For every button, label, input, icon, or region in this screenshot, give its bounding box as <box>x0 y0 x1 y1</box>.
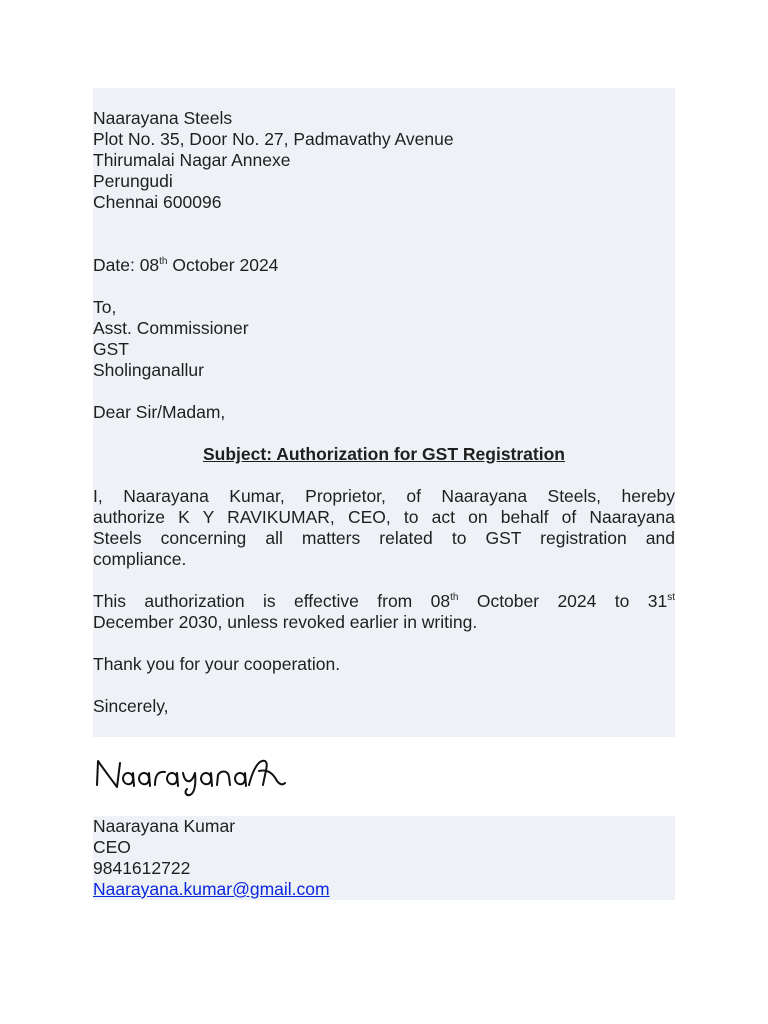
recipient-line1: Asst. Commissioner <box>93 318 249 338</box>
body-paragraph-1-line: compliance. <box>93 549 187 569</box>
body-paragraph-1-line: authorize K Y RAVIKUMAR, CEO, to act on behalf of Naarayana <box>93 507 675 527</box>
signer-email-link[interactable]: Naarayana.kumar@gmail.com <box>93 879 330 899</box>
effective-start-suffix: th <box>450 592 459 603</box>
thanks-line: Thank you for your cooperation. <box>93 654 341 674</box>
subject-line: Subject: Authorization for GST Registration <box>203 444 565 464</box>
signer-details <box>93 816 675 900</box>
signer-email-row <box>93 879 330 900</box>
effective-end-suffix: st <box>667 592 675 603</box>
date-prefix: Date: 08 <box>93 255 160 275</box>
effective-start: This authorization is effective from 08 <box>93 591 451 611</box>
body-paragraph-1-line: I, Naarayana Kumar, Proprietor, of Naarayana Steels, hereby <box>93 486 675 506</box>
body-paragraph-2-line2: December 2030, unless revoked earlier in writing. <box>93 612 478 632</box>
body-paragraph-2-line1 <box>93 591 675 612</box>
letter-date <box>93 255 278 276</box>
recipient-to: To, <box>93 297 117 317</box>
signer-name: Naarayana Kumar <box>93 816 236 836</box>
sender-address-line4: Chennai 600096 <box>93 192 222 212</box>
sender-name: Naarayana Steels <box>93 108 233 128</box>
sender-address-line1: Plot No. 35, Door No. 27, Padmavathy Avenue <box>93 129 454 149</box>
recipient-line3: Sholinganallur <box>93 360 204 380</box>
closing-line: Sincerely, <box>93 696 169 716</box>
body-paragraph-1 <box>93 486 675 570</box>
signer-phone: 9841612722 <box>93 858 191 878</box>
recipient-line2: GST <box>93 339 129 359</box>
handwritten-signature <box>93 749 333 799</box>
signer-title: CEO <box>93 837 131 857</box>
date-rest: October 2024 <box>167 255 279 275</box>
salutation: Dear Sir/Madam, <box>93 402 226 422</box>
body-paragraph-2 <box>93 591 675 633</box>
effective-middle: October 2024 to 31 <box>458 591 668 611</box>
sender-address-line3: Perungudi <box>93 171 173 191</box>
body-paragraph-1-line: Steels concerning all matters related to GST registration and <box>93 528 675 548</box>
date-suffix: th <box>159 256 168 267</box>
letter-body <box>93 88 675 737</box>
sender-address-line2: Thirumalai Nagar Annexe <box>93 150 291 170</box>
